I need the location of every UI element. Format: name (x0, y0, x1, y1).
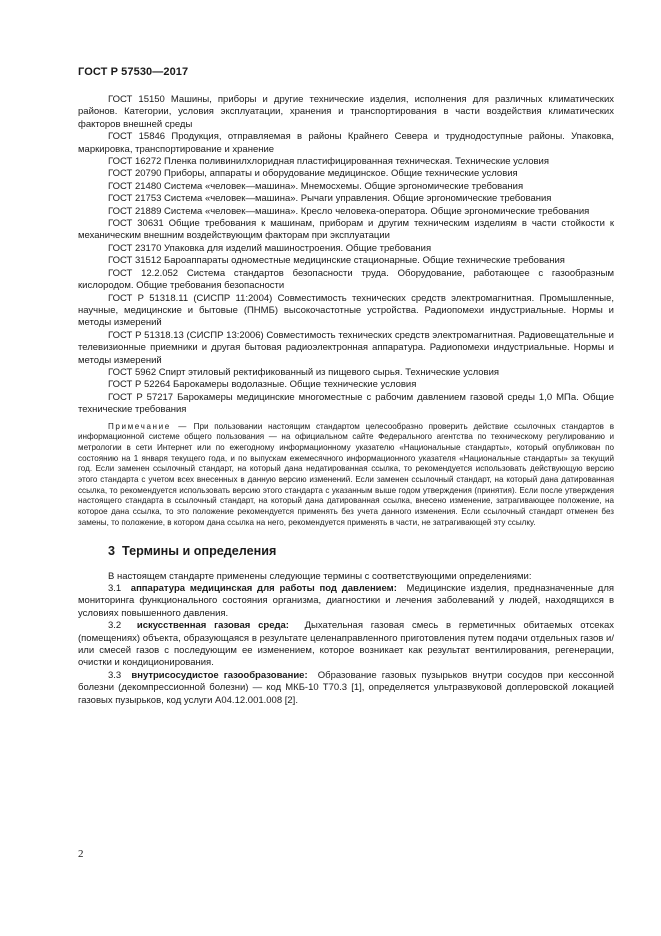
page-content (78, 94, 614, 707)
reference-item: ГОСТ 21889 Система «человек—машина». Кресло человека-оператора. Общие эргономические требования (108, 205, 590, 217)
term-definition: Дыхательная газовая смесь в герметичных обитаемых отсеках (помещениях) объекта, образующаяся в результате целенаправленного приготовления путем подачи отдельных газов и/или смесей газов с последующим ее изменением, которое возникает как результат вентилирования, регенерации, очистки и кондиционирования. (78, 620, 614, 669)
reference-list (78, 94, 614, 417)
reference-item: ГОСТ Р 51318.13 (СИСПР 13:2006) Совместимость технических средств электромагнитная. Радиовещательные и телевизионные приемники и другая бытовая радиоэлектронная аппаратура. Радиопомехи индустриальные. Нормы и методы измерений (78, 329, 614, 366)
reference-item: ГОСТ 30631 Общие требования к машинам, приборам и другим техническим изделиям в части стойкости к механическим внешним воздействующим факторам при эксплуатации (78, 218, 614, 242)
reference-item: ГОСТ Р 52264 Барокамеры водолазные. Общие технические условия (108, 379, 417, 391)
reference-item: ГОСТ 15150 Машины, приборы и другие технические изделия, исполнения для различных климатических районов. Категории, условия эксплуатации, хранения и транспортирования в части воздействия климатических факторов внешней среды (78, 94, 614, 130)
reference-item: ГОСТ 15846 Продукция, отправляемая в районы Крайнего Севера и труднодоступные районы. Упаковка, маркировка, транспортирование и хранение (78, 131, 614, 155)
reference-item: ГОСТ 23170 Упаковка для изделий машиностроения. Общие требования (108, 242, 432, 254)
reference-item: ГОСТ 21753 Система «человек—машина». Рычаги управления. Общие эргономические требования (108, 193, 552, 205)
reference-item: ГОСТ 31512 Бароаппараты одноместные медицинские стационарные. Общие технические требования (108, 255, 565, 267)
note-label: Примечание — (108, 421, 188, 431)
term-entry (78, 670, 614, 707)
document-header: ГОСТ Р 57530—2017 (78, 66, 189, 78)
term-number: 3.1 (108, 583, 122, 594)
term-name: искусственная газовая среда: (136, 620, 289, 632)
note-text: При пользовании настоящим стандартом целесообразно проверить действие ссылочных стандартов в информационной системе общего пользования — на официальном сайте Федерального агентства по техническому регулированию и метрологии в сети Интернет или по ежегодному информационному указателю «Национальные стандарты», который опубликован по состоянию на 1 января текущего года, и по выпускам ежемесячного информационного указателя «Национальные стандарты» за текущий год. Если заменен ссылочный стандарт, на который дана недатированная ссылка, то рекомендуется использовать действующую версию этого стандарта с учетом всех внесенных в данную версию изменений. Если заменен ссылочный стандарт, на который дана датированная ссылка, то рекомендуется использовать версию этого стандарта с указанным выше годом утверждения (принятия). Если после утверждения настоящего стандарта в ссылочный стандарт, на который дана датированная ссылка, внесено изменение, затрагивающее положение, на которое дана ссылка, то это положение рекомендуется применять без учета данного изменения. Если ссылочный стандарт отменен без замены, то положение, в котором дана ссылка на него, рекомендуется применять в части, не затрагивающей эту ссылку. (78, 421, 615, 527)
term-number: 3.3 (108, 669, 122, 681)
section-number: 3 (108, 543, 116, 558)
reference-note (78, 422, 614, 529)
reference-item: ГОСТ 16272 Пленка поливинилхлоридная пластифицированная техническая. Технические условия (108, 156, 549, 168)
term-name: внутрисосудистое газообразование: (131, 669, 308, 681)
term-definition: Медицинские изделия, предназначенные для мониторинга функционального состояния организма, диагностики и лечения заболеваний у людей, находящихся в условиях повышенного давления. (78, 583, 615, 619)
reference-item: ГОСТ 5962 Спирт этиловый ректификованный из пищевого сырья. Технические условия (108, 366, 500, 378)
reference-item: ГОСТ Р 57217 Барокамеры медицинские многоместные с рабочим давлением газовой среды 1,0 МПа. Общие технические требования (78, 391, 614, 416)
term-definition: Образование газовых пузырьков внутри сосудов при кессонной болезни (декомпрессионной болезни) — код МКБ-10 Т70.3 [1], определяется ультразвуковой доплеровской локацией газовых пузырьков, код услуги А04.12.001.008 [2]. (78, 669, 615, 706)
term-entry (78, 620, 614, 670)
reference-item: ГОСТ Р 51318.11 (СИСПР 11:2004) Совместимость технических средств электромагнитная. Промышленные, научные, медицинские и бытовые (ПНМБ) высокочастотные устройства. Радиопомехи индустриальные. Нормы и методы измерений (78, 292, 614, 329)
section-heading (108, 544, 614, 558)
reference-item: ГОСТ 21480 Система «человек—машина». Мнемосхемы. Общие эргономические требования (108, 180, 524, 192)
term-number: 3.2 (108, 620, 122, 632)
reference-item: ГОСТ 20790 Приборы, аппараты и оборудование медицинское. Общие технические условия (108, 168, 518, 180)
page-number: 2 (78, 848, 84, 860)
reference-item: ГОСТ 12.2.052 Система стандартов безопасности труда. Оборудование, работающее с газообразным кислородом. Общие требования безопасности (78, 267, 614, 292)
term-entry (78, 583, 614, 620)
section-title: Термины и определения (122, 543, 277, 558)
section-intro: В настоящем стандарте применены следующие термины с соответствующими определениями: (108, 570, 532, 582)
term-name: аппаратура медицинская для работы под давлением: (130, 583, 397, 594)
